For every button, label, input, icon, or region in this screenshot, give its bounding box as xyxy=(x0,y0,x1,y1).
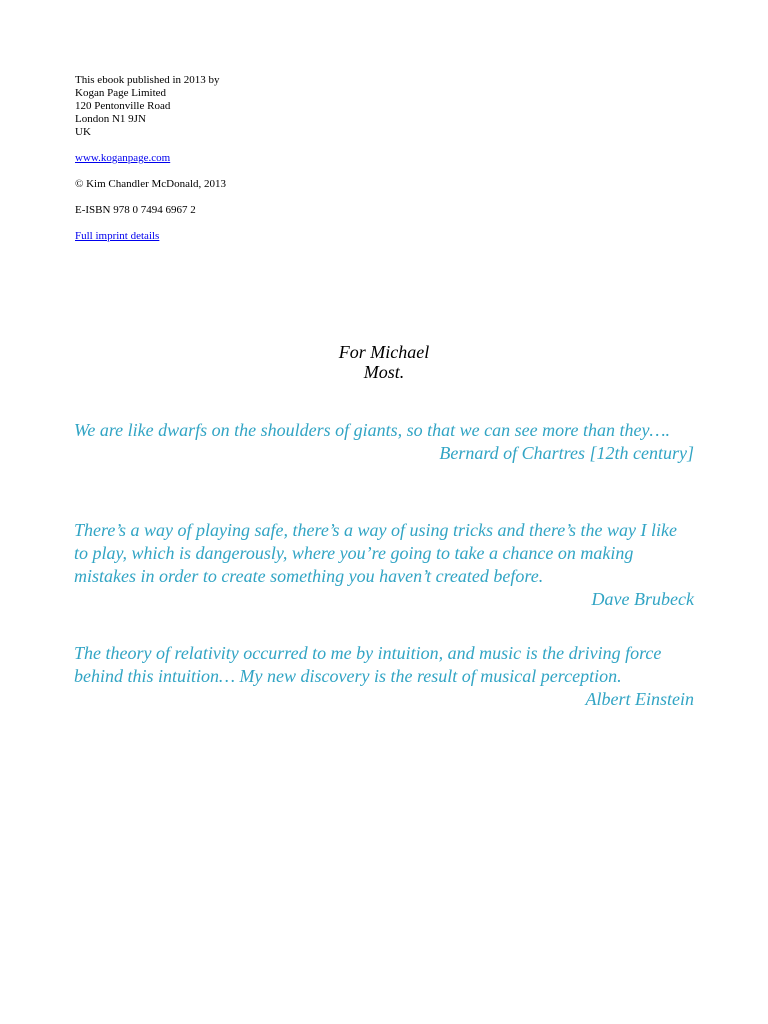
website-link[interactable]: www.koganpage.com xyxy=(75,152,171,164)
imprint-block xyxy=(75,74,475,243)
quote-author: Dave Brubeck xyxy=(591,589,694,609)
epigraph-quote-einstein xyxy=(74,642,694,711)
dedication xyxy=(0,342,768,382)
dedication-line-1: For Michael xyxy=(338,342,430,362)
epigraph-quote-bernard xyxy=(74,419,694,465)
full-imprint-link[interactable]: Full imprint details xyxy=(75,230,160,242)
dedication-line-2: Most. xyxy=(363,362,405,382)
spacer xyxy=(75,191,475,204)
quote-text: The theory of relativity occurred to me by intuition, and music is the driving force behind this intuition… My new discovery is the result of musical perception. xyxy=(74,643,662,686)
spacer xyxy=(75,139,475,152)
imprint-address-city: London N1 9JN xyxy=(75,113,146,125)
quote-author: Bernard of Chartres [12th century] xyxy=(439,443,694,463)
imprint-address-country: UK xyxy=(75,126,91,138)
spacer xyxy=(75,217,475,230)
copyright-notice: © Kim Chandler McDonald, 2013 xyxy=(75,178,227,190)
quote-text: There’s a way of playing safe, there’s a way of using tricks and there’s the way I like to play, which is dangerously, where you’re going to take a chance on making mistakes in order to create something you haven’t created before. xyxy=(74,520,677,586)
imprint-address-street: 120 Pentonville Road xyxy=(75,100,171,112)
imprint-publisher-name: Kogan Page Limited xyxy=(75,87,167,99)
quote-text: We are like dwarfs on the shoulders of giants, so that we can see more than they…. xyxy=(74,420,670,440)
isbn-number: E-ISBN 978 0 7494 6967 2 xyxy=(75,204,196,216)
quote-author: Albert Einstein xyxy=(585,689,694,709)
website-line xyxy=(75,152,475,165)
imprint-publisher-line: This ebook published in 2013 by xyxy=(75,74,220,86)
spacer xyxy=(75,165,475,178)
full-imprint-line xyxy=(75,230,475,243)
epigraph-quote-brubeck xyxy=(74,519,694,611)
